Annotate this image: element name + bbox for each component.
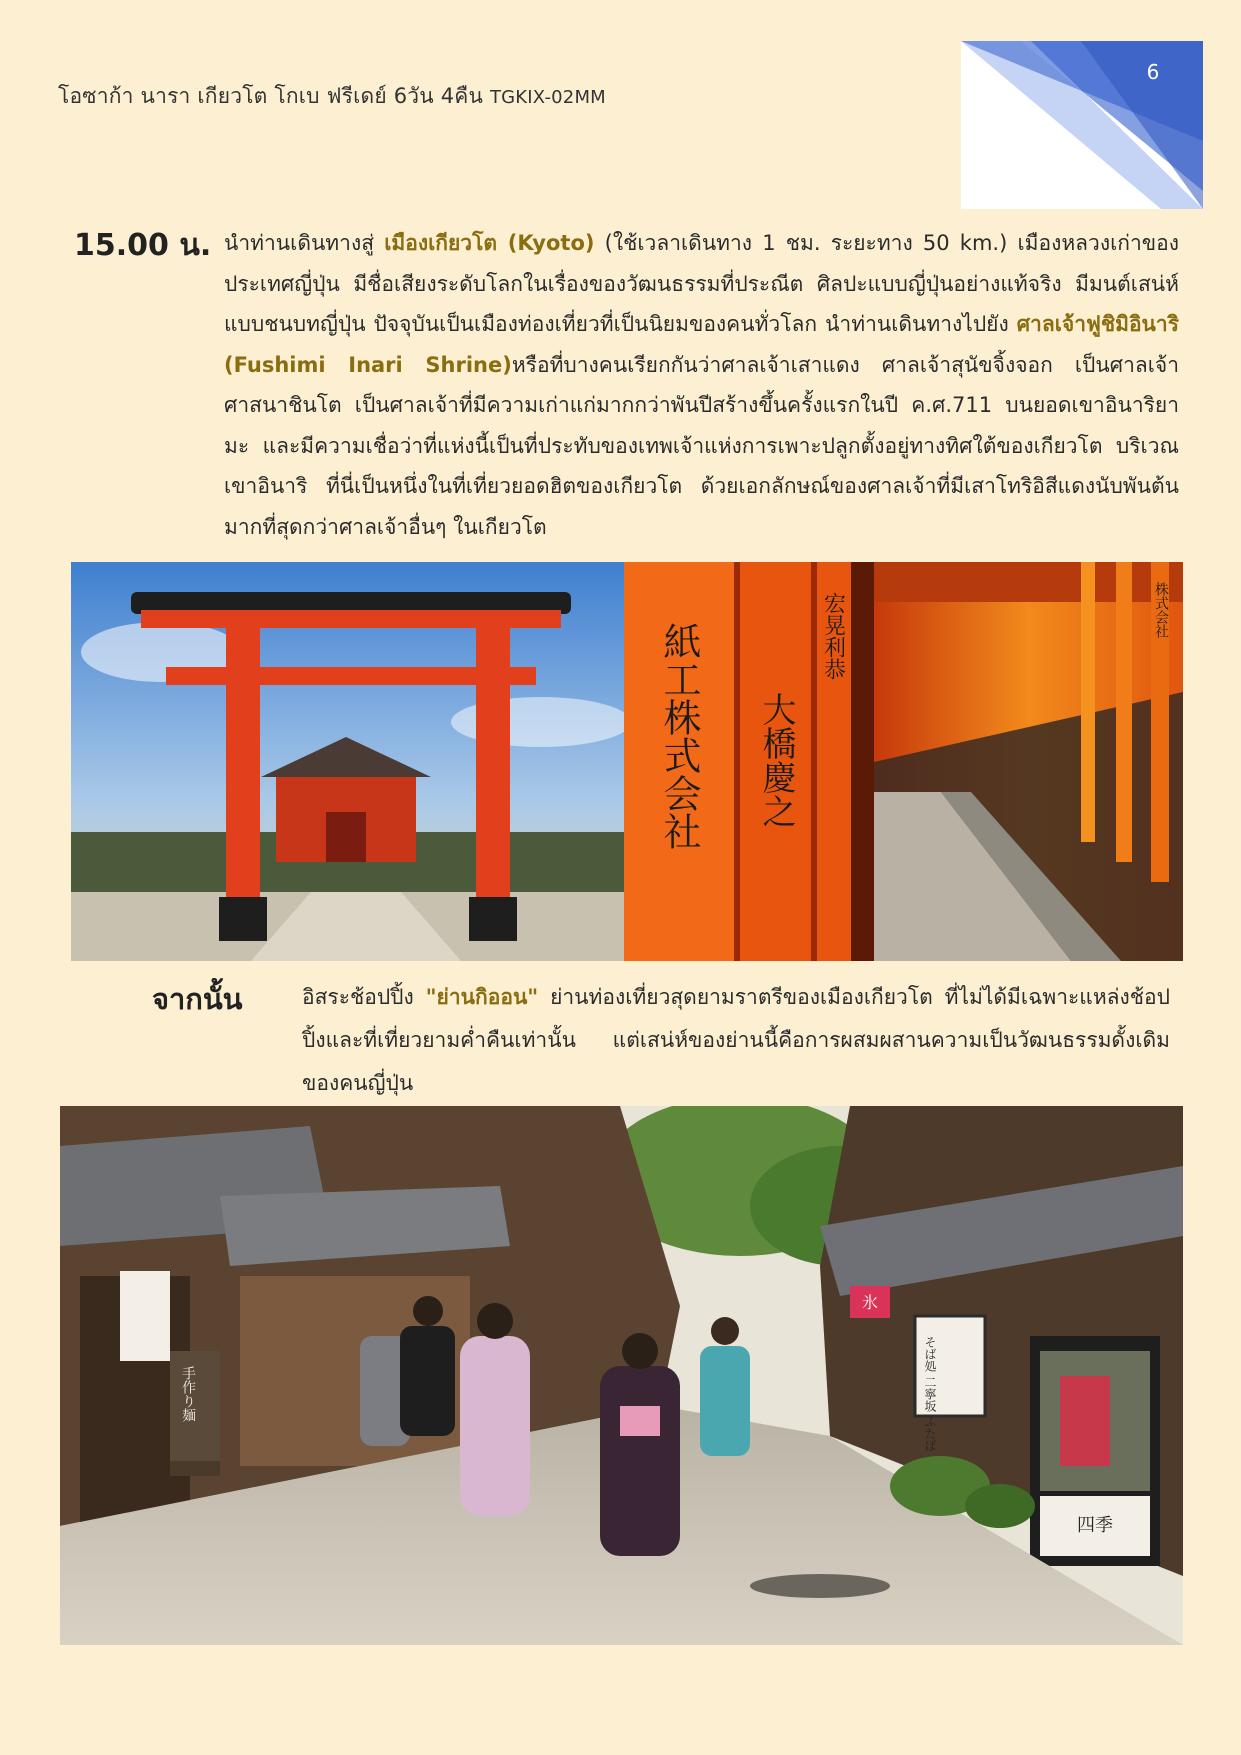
page-corner-decoration (961, 41, 1203, 209)
document-header (58, 80, 606, 113)
poster-sign-shiki: 四季 (1077, 1515, 1113, 1536)
text-segment: อิสระช้อปปิ้ง (302, 985, 426, 1009)
shop-sign-ice: 氷 (861, 1293, 879, 1312)
then-label: จากนั้น (152, 982, 243, 1016)
pillar-sign-4: 株式会社 (1153, 582, 1169, 638)
time-label: 15.00 น. (74, 228, 212, 263)
pillar-sign-3: 宏晃利恭 (820, 592, 846, 680)
district-name-highlight: "ย่านกิออน" (425, 985, 539, 1009)
city-name-highlight: เมืองเกียวโต (Kyoto) (384, 231, 595, 255)
gion-description (302, 976, 1170, 1105)
page-number: 6 (1146, 60, 1160, 84)
pillar-sign-1: 紙工株式会社 (657, 622, 701, 850)
pillar-sign-2: 大橋慶之 (756, 692, 796, 828)
shop-sign-soba: そば処 二寧坂 ふたば (923, 1336, 937, 1452)
gion-street-photo (60, 1106, 1183, 1645)
fushimi-inari-photo (71, 562, 1183, 961)
kyoto-description (224, 223, 1179, 547)
shop-sign-noodles: 手作り麺 (180, 1366, 196, 1422)
shrine-name-highlight: ศาลเจ้าฟูชิมิอินาริ (Fushimi Inari Shrine) (224, 312, 1179, 377)
tour-code: TGKIX-02MM (489, 87, 606, 108)
text-segment: ย่านท่องเที่ยวสุดยามราตรีของเมืองเกียวโต ที่ไม่ได้มีเฉพาะแหล่งช้อปปิ้งและที่เที่ยวยามค่ำคืนเท่านั้น แต่เสน่ห์ของย่านนี้คือการผสมผสานความเป็นวัฒนธรรมดั้งเดิมของคนญี่ปุ่น (302, 985, 1170, 1095)
tour-title: โอซาก้า นารา เกียวโต โกเบ ฟรีเดย์ 6วัน 4คืน (58, 84, 484, 108)
text-segment: (ใช้เวลาเดินทาง 1 ชม. ระยะทาง 50 km.) เมืองหลวงเก่าของประเทศญี่ปุ่น มีชื่อเสียงระดับโลกในเรื่องของวัฒนธรรมที่ประณีต ศิลปะแบบญี่ปุ่นอย่างแท้จริง มีมนต์เสน่ห์แบบชนบทญี่ปุ่น ปัจจุบันเป็นเมืองท่องเที่ยวที่เป็นนิยมของคนทั่วโลก นำท่านเดินทางไปยัง (224, 231, 1179, 336)
text-segment: หรือที่บางคนเรียกกันว่าศาลเจ้าเสาแดง ศาลเจ้าสุนัขจิ้งจอก เป็นศาลเจ้าศาสนาชินโต เป็นศาลเจ้าที่มีความเก่าแก่มากกว่าพันปีสร้างขึ้นครั้งแรกในปี ค.ศ.711 บนยอดเขาอินาริยามะ และมีความเชื่อว่าที่แห่งนี้เป็นที่ประทับของเทพเจ้าแห่งการเพาะปลูกตั้งอยู่ทางทิศใต้ของเกียวโต บริเวณเขาอินาริ ที่นี่เป็นหนึ่งในที่เที่ยวยอดฮิตของเกียวโต ด้วยเอกลักษณ์ของศาลเจ้าที่มีเสาโทริอิสีแดงนับพันต้น มากที่สุดกว่าศาลเจ้าอื่นๆ ในเกียวโต (224, 352, 1179, 539)
text-segment: นำท่านเดินทางสู่ (224, 231, 385, 255)
